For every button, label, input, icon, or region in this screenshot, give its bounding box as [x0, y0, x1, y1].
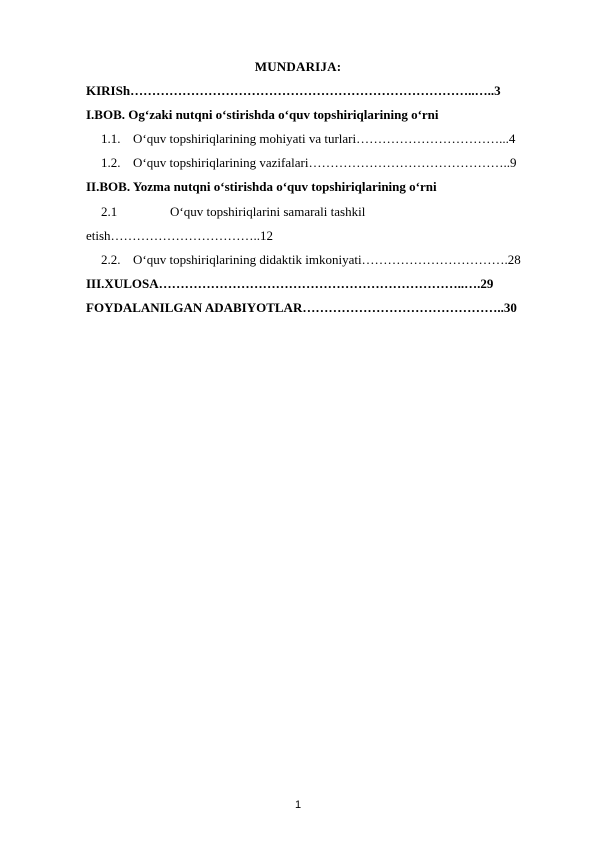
toc-section-2-2: O‘quv topshiriqlarining didaktik imkoniyati…………………………….28	[133, 252, 521, 267]
toc-section-2-1-continuation: etish……………………………..12	[86, 228, 274, 243]
page-title: MUNDARIJA:	[254, 59, 342, 74]
toc-section-2-1: O‘quv topshiriqlarini samarali tashkil	[170, 204, 366, 219]
toc-section-1-2: O‘quv topshiriqlarining vazifalari………………………………………..9	[133, 155, 517, 170]
toc-chapter-1: I.BOB. Og‘zaki nutqni o‘stirishda o‘quv topshiriqlarining o‘rni	[86, 107, 439, 122]
toc-section-1-1: O‘quv topshiriqlarining mohiyati va turlari……………………………...4	[133, 131, 516, 146]
toc-section-number: 2.2.	[101, 252, 121, 267]
page-number: 1	[294, 799, 302, 811]
toc-entry-xulosa: III.XULOSA……………………………………………………………..….29	[86, 276, 494, 291]
toc-section-number: 2.1	[101, 204, 118, 219]
toc-section-number: 1.2.	[101, 155, 121, 170]
toc-chapter-2: II.BOB. Yozma nutqni o‘stirishda o‘quv topshiriqlarining o‘rni	[86, 179, 437, 194]
toc-entry-adabiyotlar: FOYDALANILGAN ADABIYOTLAR………………………………………..30	[86, 300, 517, 315]
toc-entry-kirish: KIRISh……………………………………………………………………..…..3	[86, 83, 501, 98]
toc-section-number: 1.1.	[101, 131, 121, 146]
